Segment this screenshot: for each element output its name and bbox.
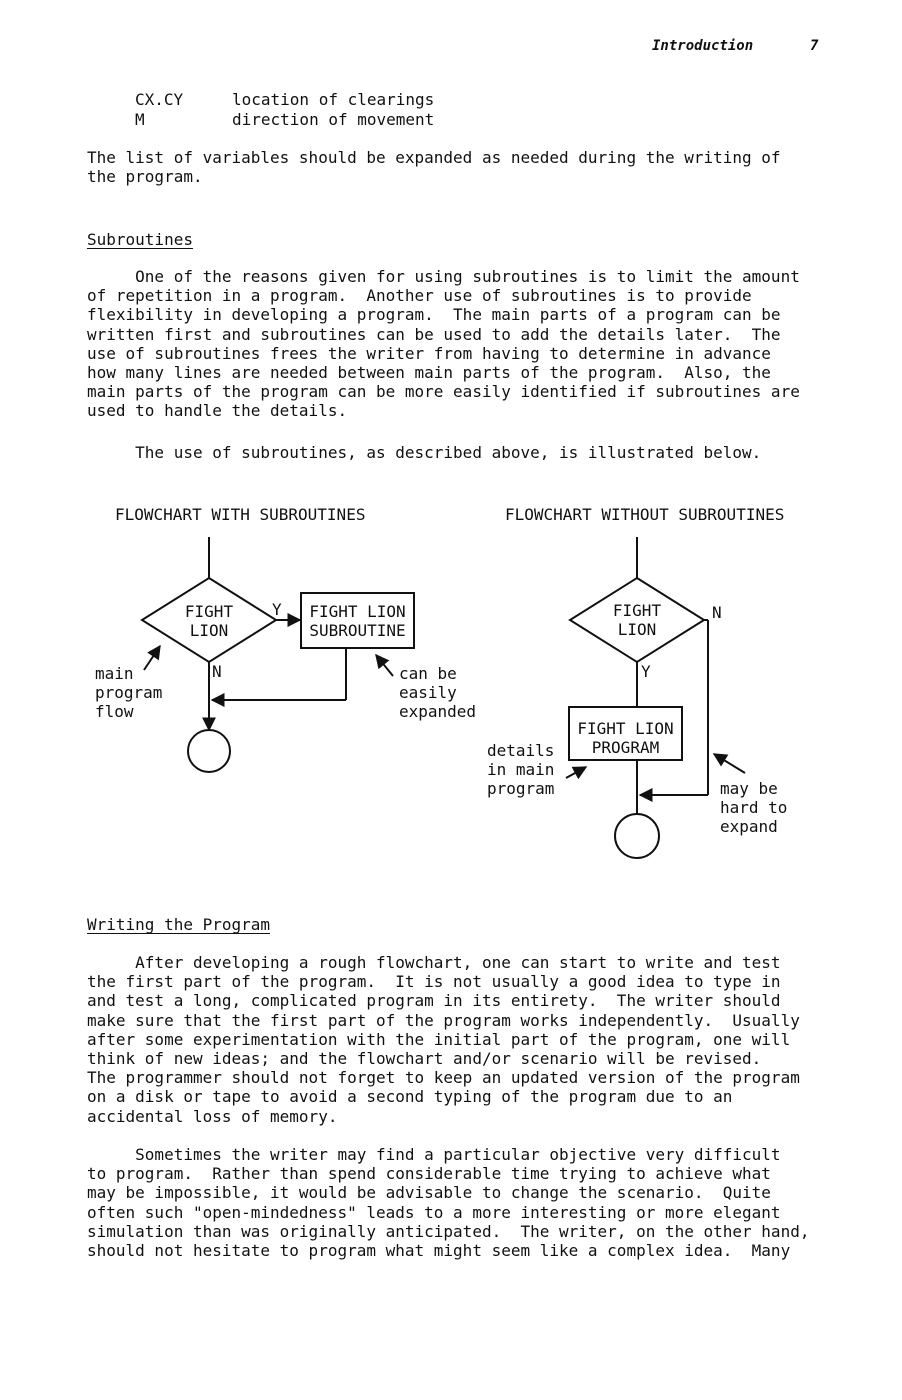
yes-label: Y	[641, 662, 651, 681]
note-hard-to-expand: may be hard to expand	[720, 779, 788, 836]
running-title: Introduction	[652, 38, 754, 54]
page-number: 7	[810, 38, 819, 54]
note-arrow	[714, 754, 745, 773]
paragraph-subroutines-1: One of the reasons given for using subroutines is to limit the amount of repetition in a program. Another use of subroutines is to provide flexibility in developing a program. The main parts of a program can be written first and subroutines can be used to add the details later. The use of subroutines frees the writer from having to determine in advance how many lines are needed between main parts of the program. Also, the main parts of the program can be more easily identified if subroutines are used to handle the details.	[87, 267, 800, 421]
note-main-program-flow: main program flow	[95, 664, 163, 721]
paragraph-writing-2: Sometimes the writer may find a particular objective very difficult to program. Rather than spend considerable time trying to achieve what may be impossible, it would be advisable to change the scenario. Quite often such "open-mindedness" leads to a more interesting or more elegant simulation than was originally anticipated. The writer, on the other hand, should not hesitate to program what might seem like a complex idea. Many	[87, 1145, 810, 1261]
flowchart-with-title: FLOWCHART WITH SUBROUTINES	[115, 505, 366, 524]
variable-name: CX.CY	[135, 90, 184, 109]
terminal-circle	[615, 814, 659, 858]
variable-name: M	[135, 110, 145, 129]
variable-description: direction of movement	[232, 110, 435, 129]
no-label: N	[212, 662, 222, 681]
paragraph-variables: The list of variables should be expanded as needed during the writing of the program.	[87, 148, 781, 187]
note-arrow	[376, 655, 393, 676]
section-heading-writing: Writing the Program	[87, 915, 271, 934]
terminal-circle	[188, 730, 230, 772]
section-heading-subroutines: Subroutines	[87, 230, 193, 249]
no-label: N	[712, 603, 722, 622]
decision-label: FIGHT LION	[612, 601, 662, 639]
note-arrow	[566, 767, 586, 778]
note-details-in-main-program: details in main program	[487, 741, 555, 798]
subroutine-box-label: FIGHT LION SUBROUTINE	[309, 602, 406, 640]
paragraph-subroutines-2: The use of subroutines, as described above, is illustrated below.	[87, 443, 762, 462]
paragraph-writing-1: After developing a rough flowchart, one can start to write and test the first part of the program. It is not usually a good idea to type in and test a long, complicated program in its entirety. The writer should make sure that the first part of the program works independently. Usually after some experimentation with the initial part of the program, one will think of new ideas; and the flowchart and/or scenario will be revised. The programmer should not forget to keep an updated version of the program on a disk or tape to avoid a second typing of the program due to an accidental loss of memory.	[87, 953, 800, 1126]
yes-label: Y	[272, 600, 282, 619]
note-can-be-expanded: can be easily expanded	[399, 664, 477, 721]
program-box-label: FIGHT LION PROGRAM	[577, 719, 674, 757]
variable-description: location of clearings	[232, 90, 435, 109]
flowchart-without-title: FLOWCHART WITHOUT SUBROUTINES	[505, 505, 785, 524]
decision-label: FIGHT LION	[184, 602, 234, 640]
